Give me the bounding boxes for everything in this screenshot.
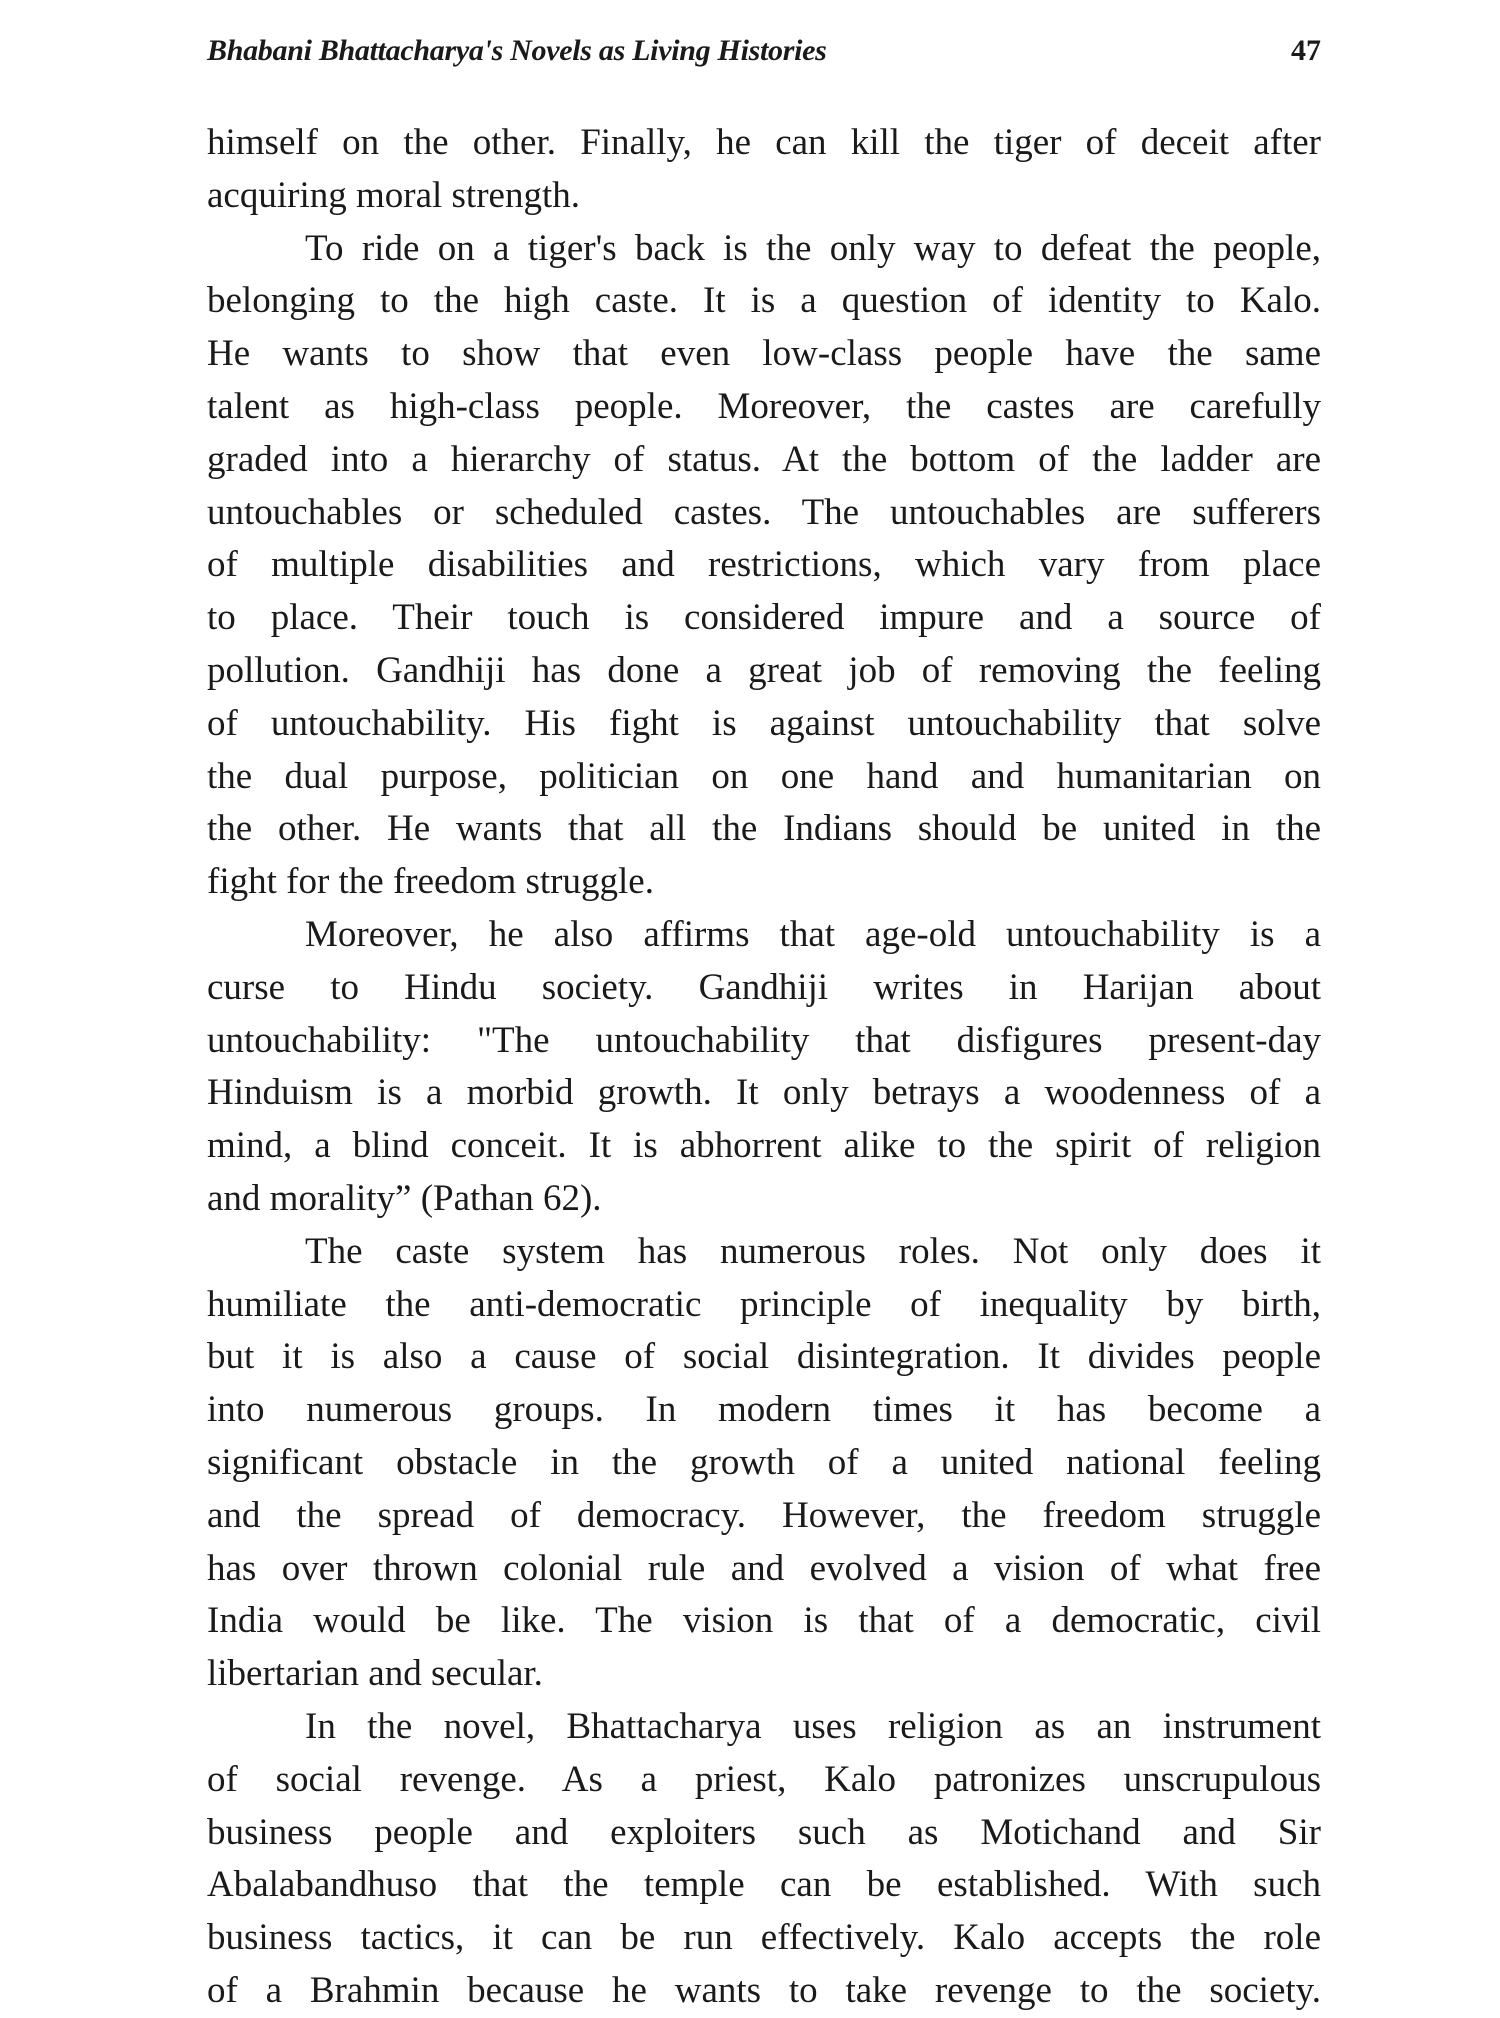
text-line: untouchables or scheduled castes. The untouchables are sufferers (207, 491, 1321, 533)
paragraph (207, 1226, 1321, 1701)
text-line: He wants to show that even low-class people have the same (207, 333, 1321, 375)
text-line: the dual purpose, politician on one hand and humanitarian on (207, 755, 1321, 797)
text-line: belonging to the high caste. It is a question of identity to Kalo. (207, 280, 1321, 322)
paragraph (207, 117, 1321, 223)
text-line: and morality” (Pathan 62). (207, 1177, 602, 1219)
running-header (207, 34, 1321, 74)
text-line: the other. He wants that all the Indians should be united in the (207, 808, 1321, 850)
text-line: In the novel, Bhattacharya uses religion as an instrument (305, 1705, 1321, 1747)
paragraph (207, 909, 1321, 1226)
body-text (207, 117, 1321, 2018)
text-line: acquiring moral strength. (207, 174, 580, 216)
text-line: pollution. Gandhiji has done a great job of removing the feeling (207, 649, 1321, 691)
text-line: Abalabandhuso that the temple can be established. With such (207, 1864, 1321, 1906)
text-line: of social revenge. As a priest, Kalo patronizes unscrupulous (207, 1758, 1321, 1800)
text-line: of untouchability. His fight is against untouchability that solve (207, 702, 1321, 744)
running-title: Bhabani Bhattacharya's Novels as Living Histories (207, 34, 827, 67)
text-line: humiliate the anti-democratic principle of inequality by birth, (207, 1283, 1321, 1325)
text-line: mind, a blind conceit. It is abhorrent alike to the spirit of religion (207, 1125, 1321, 1167)
page-number: 47 (1291, 34, 1321, 67)
text-line: Hinduism is a morbid growth. It only betrays a woodenness of a (207, 1072, 1321, 1114)
text-line: fight for the freedom struggle. (207, 861, 654, 903)
text-line: graded into a hierarchy of status. At the bottom of the ladder are (207, 438, 1321, 480)
text-line: but it is also a cause of social disintegration. It divides people (207, 1336, 1321, 1378)
text-line: of multiple disabilities and restrictions, which vary from place (207, 544, 1321, 586)
text-line: India would be like. The vision is that of a democratic, civil (207, 1600, 1321, 1642)
text-line: into numerous groups. In modern times it has become a (207, 1389, 1321, 1431)
text-line: of a Brahmin because he wants to take revenge to the society. (207, 1969, 1321, 2011)
text-line: curse to Hindu society. Gandhiji writes in Harijan about (207, 966, 1321, 1008)
text-line: Moreover, he also affirms that age-old untouchability is a (305, 913, 1321, 955)
paragraph (207, 1701, 1321, 2018)
text-line: himself on the other. Finally, he can kill the tiger of deceit after (207, 122, 1321, 163)
text-line: significant obstacle in the growth of a united national feeling (207, 1441, 1321, 1483)
paragraph (207, 223, 1321, 909)
text-line: business tactics, it can be run effectively. Kalo accepts the role (207, 1917, 1321, 1959)
text-line: to place. Their touch is considered impure and a source of (207, 597, 1321, 639)
text-line: libertarian and secular. (207, 1653, 543, 1695)
text-line: has over thrown colonial rule and evolved a vision of what free (207, 1547, 1321, 1589)
text-line: and the spread of democracy. However, the freedom struggle (207, 1494, 1321, 1536)
text-line: talent as high-class people. Moreover, the castes are carefully (207, 385, 1321, 427)
text-line: To ride on a tiger's back is the only way to defeat the people, (305, 227, 1321, 269)
text-line: untouchability: "The untouchability that disfigures present-day (207, 1019, 1321, 1061)
text-line: The caste system has numerous roles. Not only does it (305, 1230, 1321, 1272)
text-line: business people and exploiters such as Motichand and Sir (207, 1811, 1321, 1853)
